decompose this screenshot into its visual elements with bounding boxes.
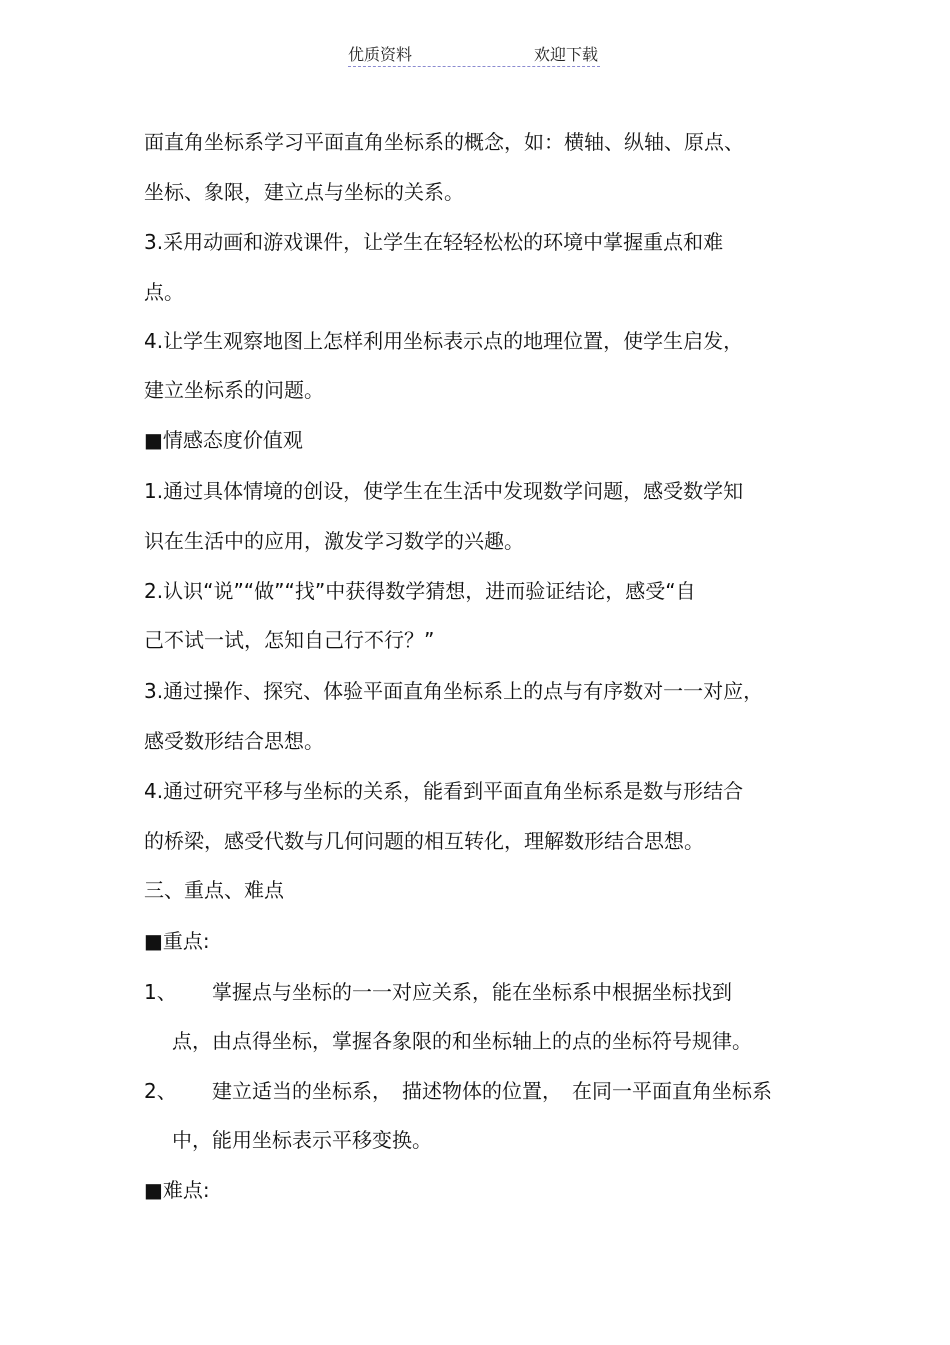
section-heading: ■重点: <box>144 929 210 953</box>
section-heading: ■情感态度价值观 <box>144 428 303 452</box>
paragraph-line: 面直角坐标系学习平面直角坐标系的概念，如：横轴、纵轴、原点、 <box>144 130 744 154</box>
paragraph-line: 点。 <box>144 280 184 304</box>
paragraph-line: 3.通过操作、探究、体验平面直角坐标系上的点与有序数对一一对应， <box>144 679 764 703</box>
header-left-text: 优质资料 <box>348 45 413 64</box>
paragraph-line: 2.认识“说”“做”“找”中获得数学猜想，进而验证结论，感受“自 <box>144 579 696 603</box>
section-heading: 三、重点、难点 <box>144 878 284 902</box>
paragraph-line: 4.通过研究平移与坐标的关系，能看到平面直角坐标系是数与形结合 <box>144 779 744 803</box>
paragraph-line: 3.采用动画和游戏课件，让学生在轻轻松松的环境中掌握重点和难 <box>144 230 724 254</box>
paragraph-line: 建立坐标系的问题。 <box>144 378 324 402</box>
list-item-text: 建立适当的坐标系， 描述物体的位置， 在同一平面直角坐标系 <box>212 1079 772 1103</box>
list-item-text: 掌握点与坐标的一一对应关系，能在坐标系中根据坐标找到 <box>212 980 732 1004</box>
header-right-text: 欢迎下载 <box>533 45 598 64</box>
paragraph-line: 识在生活中的应用，激发学习数学的兴趣。 <box>144 529 524 553</box>
paragraph-line: 坐标、象限，建立点与坐标的关系。 <box>144 180 464 204</box>
paragraph-line: 己不试一试，怎知自己行不行？” <box>144 628 435 652</box>
section-heading: ■难点: <box>144 1178 210 1202</box>
list-number: 1、 <box>144 980 177 1004</box>
paragraph-line: 1.通过具体情境的创设，使学生在生活中发现数学问题，感受数学知 <box>144 479 744 503</box>
list-item-continuation: 点，由点得坐标，掌握各象限的和坐标轴上的点的坐标符号规律。 <box>172 1029 752 1053</box>
list-number: 2、 <box>144 1079 177 1103</box>
paragraph-line: 4.让学生观察地图上怎样利用坐标表示点的地理位置，使学生启发， <box>144 329 744 353</box>
paragraph-line: 的桥梁，感受代数与几何问题的相互转化，理解数形结合思想。 <box>144 829 704 853</box>
page-header <box>348 40 600 67</box>
paragraph-line: 感受数形结合思想。 <box>144 729 324 753</box>
list-item-continuation: 中，能用坐标表示平移变换。 <box>172 1128 432 1152</box>
